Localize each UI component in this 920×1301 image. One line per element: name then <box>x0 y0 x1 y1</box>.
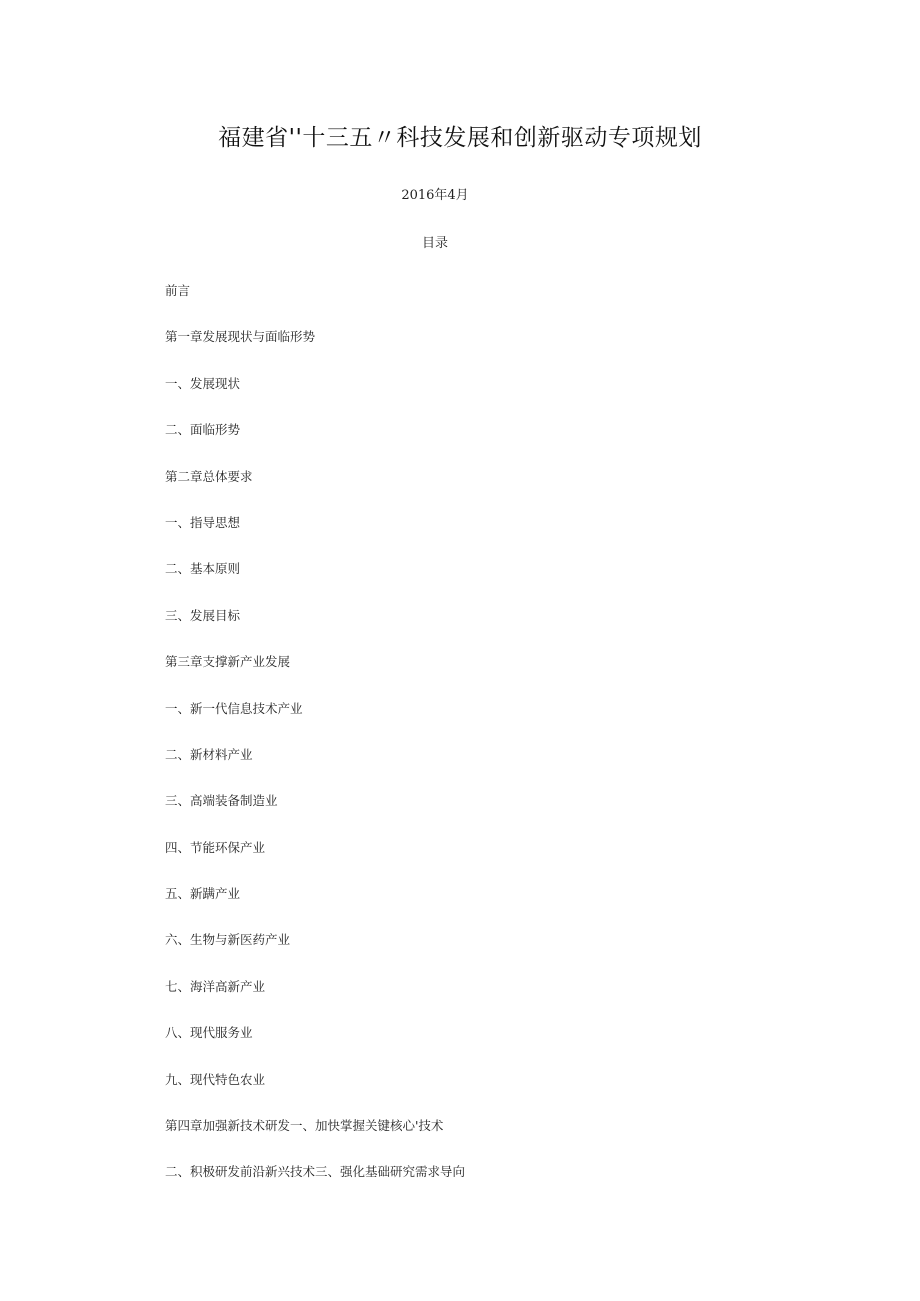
toc-item: 前言 <box>165 283 191 298</box>
toc-item: 二、新材料产业 <box>165 746 253 762</box>
toc-item: 第一章发展现状与面临形势 <box>165 329 316 345</box>
toc-item: 二、基本原则 <box>165 561 241 577</box>
toc-item: 三、发展目标 <box>165 607 241 623</box>
toc-item: 第二章总体要求 <box>165 468 253 484</box>
toc-item: 六、生物与新医药产业 <box>165 932 291 948</box>
toc-item: 二、积极研发前沿新兴技术三、强化基础研究需求导向 <box>165 1164 466 1180</box>
toc-item: 第三章支撑新产业发展 <box>165 654 291 670</box>
toc-item: 一、指导思想 <box>165 514 241 530</box>
toc-item: 五、新蹒产业 <box>165 886 241 902</box>
toc-item: 八、现代服务业 <box>165 1025 253 1041</box>
toc-item: 一、发展现状 <box>165 375 241 391</box>
toc-item: 九、现代特色农业 <box>165 1071 266 1087</box>
toc-item: 七、海洋高新产业 <box>165 978 266 994</box>
document-date: 2016年4月 <box>401 188 469 203</box>
table-of-contents <box>165 281 465 1209</box>
toc-item: 第四章加强新技术研发一、加快掌握关键核心'技术 <box>165 1118 444 1134</box>
toc-item: 三、高端装备制造业 <box>165 793 278 809</box>
toc-item: 四、节能环保产业 <box>165 839 266 855</box>
toc-item: 一、新一代信息技术产业 <box>165 700 303 716</box>
document-title: 福建省''十三五〃科技发展和创新驱动专项规划 <box>218 125 702 151</box>
toc-heading: 目录 <box>421 236 448 251</box>
toc-item: 二、面临形势 <box>165 422 241 438</box>
